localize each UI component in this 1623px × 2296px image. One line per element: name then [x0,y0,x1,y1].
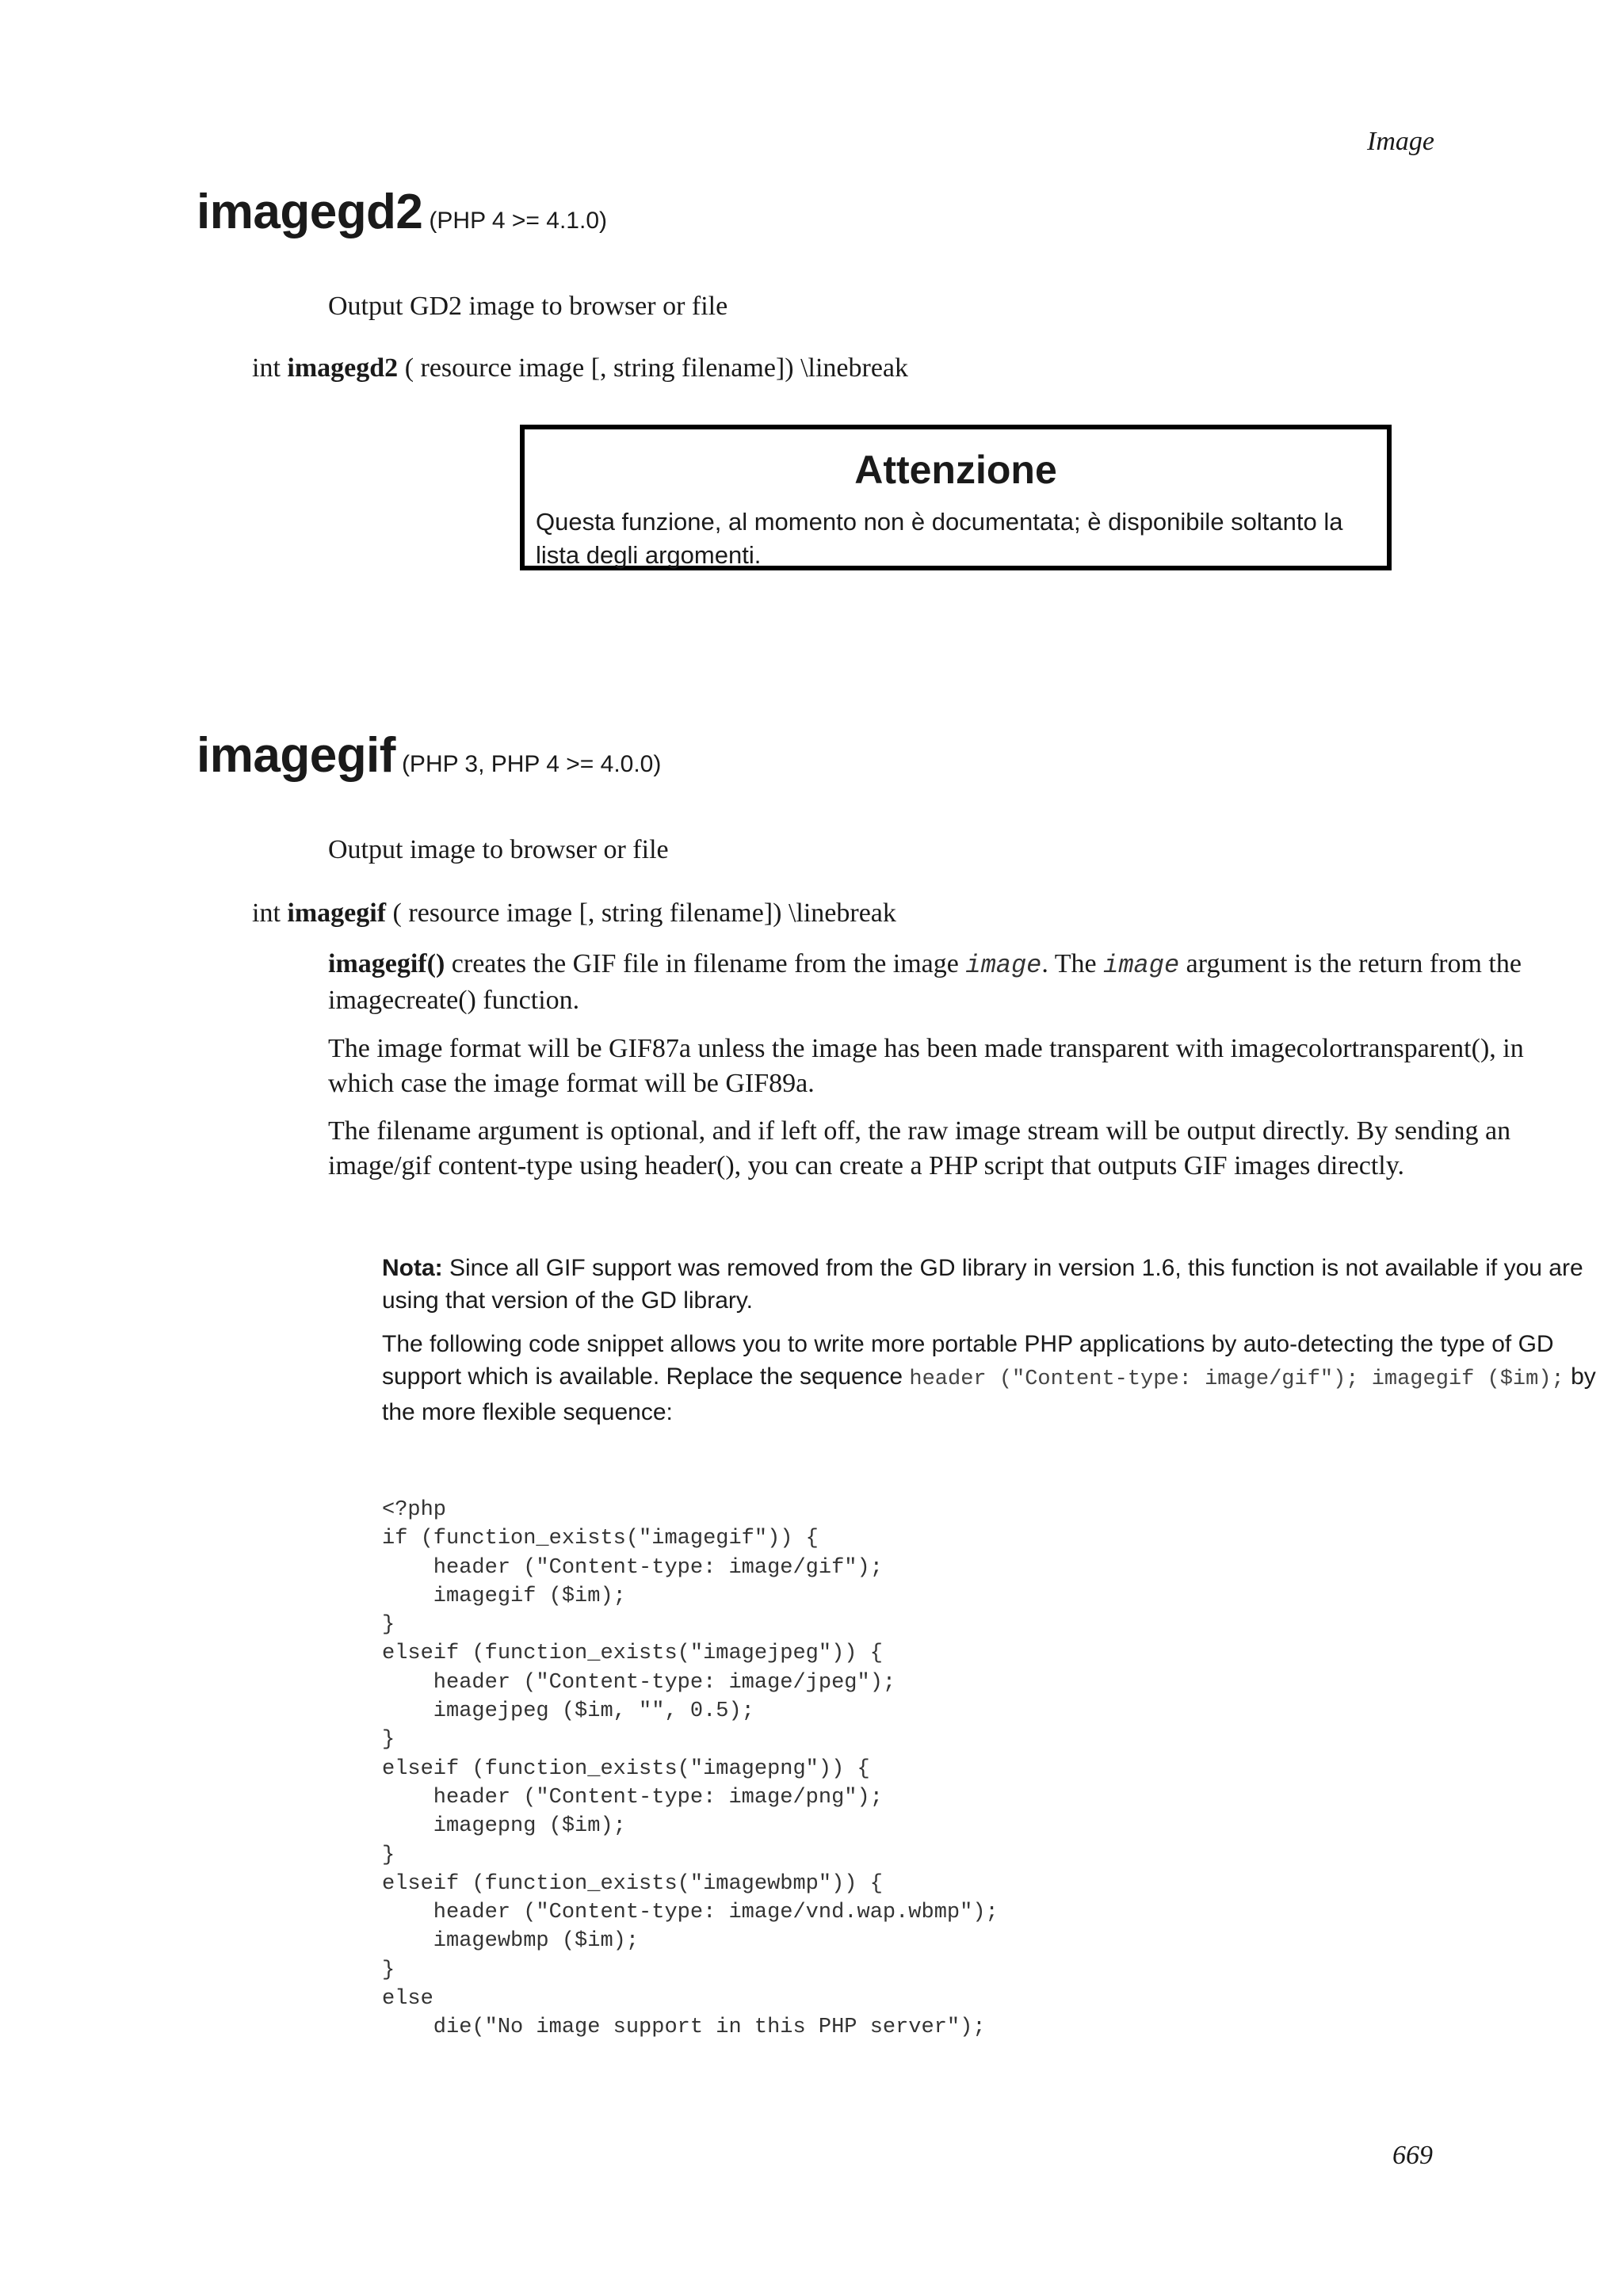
warning-box [520,425,1392,570]
warning-text: Questa funzione, al momento non è documentata; è disponibile soltanto la lista degli argomenti. [536,508,1343,569]
description-text: . The [1041,949,1104,978]
note-paragraph-1 [382,1252,1623,1317]
description-paragraph-1 [328,947,1549,1018]
inline-code: header ("Content-type: image/gif"); imagegif ($im); [909,1367,1564,1391]
synopsis-params: ( resource image [, string filename]) \linebreak [392,898,896,928]
function-synopsis [252,353,908,383]
function-version: (PHP 3, PHP 4 >= 4.0.0) [401,751,662,777]
function-title-imagegif [197,727,661,784]
running-header-section: Image [1367,127,1434,156]
synopsis-function: imagegd2 [287,353,399,383]
warning-title: Attenzione [854,448,1057,492]
function-purpose: Output image to browser or file [328,835,669,864]
function-title-imagegd2 [197,184,607,240]
note-paragraph-2 [382,1328,1623,1428]
synopsis-return-type: int [252,898,281,928]
description-paragraph-3: The filename argument is optional, and if left off, the raw image stream will be output directly. By sending an image/gif content-type using header(), you can create a PHP script that outputs GIF images directly. [328,1116,1511,1180]
description-function-ref: imagegif() [328,949,445,978]
description-text: argument is the return from the imagecreate() function. [328,949,1522,1015]
function-name: imagegd2 [197,185,423,239]
description-text: creates the GIF file in filename from the image [445,949,966,978]
note-text: The following code snippet allows you to write more portable PHP applications by auto-detecting the type of GD support which is available. Replace the sequence [382,1331,1554,1390]
function-purpose: Output GD2 image to browser or file [328,292,728,321]
parameter-ref: image [1103,951,1180,980]
synopsis-params: ( resource image [, string filename]) \linebreak [404,353,909,383]
page-number: 669 [1392,2141,1433,2170]
synopsis-function: imagegif [287,898,387,928]
function-synopsis [252,898,896,929]
synopsis-return-type: int [252,353,281,383]
note-text: Since all GIF support was removed from the GD library in version 1.6, this function is not available if you are using that version of the GD library. [382,1255,1583,1314]
parameter-ref: image [965,951,1042,980]
code-example: <?php if (function_exists("imagegif")) { header ("Content-type: image/gif"); imagegif ($im); } elseif (function_exists("imagejpeg")) { header ("Content-type: image/jpeg"); imagejpeg ($im, "", 0.5); } elseif (function_exists("imagepng")) { header ("Content-type: image/png"); imagepng ($im); } elseif (function_exists("imagewbmp")) { header ("Content-type: image/vnd.wap.wbmp"); imagewbmp ($im); } else die("No image support in this PHP server"); [382,1498,999,2040]
function-name: imagegif [197,728,395,783]
note-label: Nota: [382,1255,443,1281]
note-text: by the more flexible sequence: [382,1363,1596,1425]
description-paragraph-2: The image format will be GIF87a unless the image has been made transparent with imagecolortransparent(), in which case the image format will be GIF89a. [328,1034,1524,1098]
function-version: (PHP 4 >= 4.1.0) [429,208,607,234]
